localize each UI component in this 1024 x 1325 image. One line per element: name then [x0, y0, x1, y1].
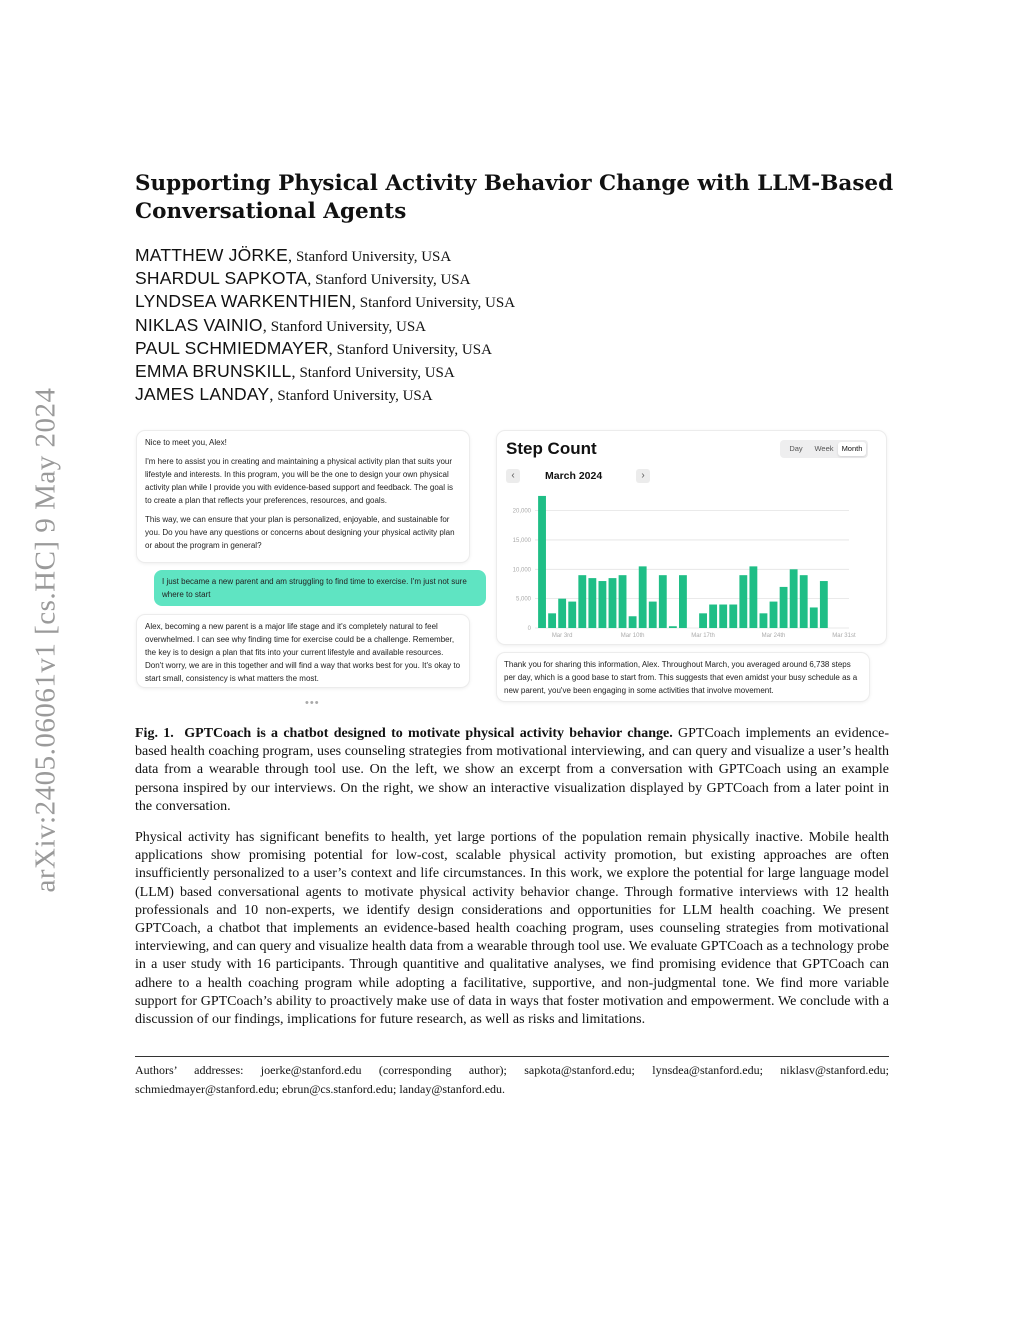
figure-caption	[135, 725, 889, 816]
user-message-text: I just became a new parent and am struggling to find time to exercise. I'm just not sure where to start	[162, 577, 467, 599]
author-addresses-footnote: Authors’ addresses: joerke@stanford.edu (corresponding author); sapkota@stanford.edu; lynsdea@stanford.edu; niklasv@stanford.edu; schmiedmayer@stanford.edu; ebrun@cs.stanford.edu; landay@stanford.edu.	[135, 1063, 889, 1096]
figure-label: Fig. 1.	[135, 726, 174, 741]
bar[interactable]	[598, 581, 606, 628]
author-name: MATTHEW JÖRKE	[135, 245, 288, 265]
y-tick-label: 10,000	[512, 567, 531, 574]
assistant-paragraph: This way, we can ensure that your plan is personalized, enjoyable, and sustainable for you. Do you have any questions or concerns about designing your physical activity plan or about the program in general?	[145, 515, 455, 550]
paper-title: Supporting Physical Activity Behavior Change with LLM-Based Conversational Agents	[135, 171, 894, 224]
author-line: EMMA BRUNSKILL, Stanford University, USA	[135, 360, 455, 381]
assistant-message	[137, 431, 469, 562]
author-affiliation: Stanford University, USA	[336, 341, 492, 358]
segment-week[interactable]: Week	[814, 444, 834, 453]
author-name: LYNDSEA WARKENTHIEN	[135, 291, 352, 312]
segment-month[interactable]: Month	[838, 442, 866, 456]
author-affiliation: Stanford University, USA	[359, 295, 516, 312]
bar[interactable]	[699, 613, 707, 628]
author-name: EMMA BRUNSKILL	[135, 360, 292, 381]
step-count-bar-chart	[497, 431, 886, 644]
bar[interactable]	[709, 605, 717, 628]
y-tick-label: 0	[527, 626, 531, 632]
user-message	[154, 570, 486, 606]
assistant-greeting: Nice to meet you, Alex!	[145, 438, 227, 447]
x-tick-label: Mar 17th	[691, 633, 715, 639]
chat-excerpt	[137, 431, 487, 709]
author-line: LYNDSEA WARKENTHIEN, Stanford University, USA	[135, 291, 516, 312]
bar[interactable]	[629, 616, 637, 628]
bar[interactable]	[800, 575, 808, 628]
x-tick-label: Mar 31st	[832, 633, 856, 639]
month-label: March 2024	[545, 470, 603, 482]
bar[interactable]	[739, 575, 747, 628]
assistant-summary-message	[497, 653, 869, 701]
arxiv-identifier: arXiv:2405.06061v1 [cs.HC] 9 May 2024	[29, 387, 62, 893]
author-affiliation: Stanford University, USA	[277, 388, 433, 405]
author-name: JAMES LANDAY	[135, 384, 270, 405]
author-list	[135, 244, 515, 406]
bar[interactable]	[810, 607, 818, 628]
chevron-left-icon[interactable]: ‹	[506, 469, 520, 483]
author-affiliation: Stanford University, USA	[315, 272, 471, 289]
bar[interactable]	[548, 613, 556, 628]
abstract: Physical activity has significant benefits to health, yet large portions of the population remain physically inactive. Mobile health applications show promising potential for low-cost, scalable physical activity promotion, but existing approaches are often insufficiently personalized to a user’s context and life circumstances. In this work, we explore the potential for large language model (LLM) based conversational agents to motivate physical activity behavior change. Through formative interviews with 12 health professionals and 10 non-experts, we identify design considerations and opportunities for LLM health coaching. We present GPTCoach, a chatbot that implements an evidence-based health coaching program, uses counseling strategies from motivational interviewing, and can query and visualize health data from a wearable through tool use. We evaluate GPTCoach as a technology probe in a user study with 16 participants. Through quantitive and qualitative analyses, we find promising evidence that GPTCoach can adhere to a health coaching program while adopting a facilitative, supportive, and non-judgmental tone. We find more variable support for GPTCoach’s ability to proactively make use of data in ways that foster motivation and empowerment. We conclude with a discussion of our findings, implications for future research, as well as risks and limitations.	[135, 830, 889, 1028]
bar[interactable]	[659, 575, 667, 628]
bar[interactable]	[649, 602, 657, 628]
bar[interactable]	[619, 575, 627, 628]
bar[interactable]	[558, 599, 566, 628]
author-affiliation: Stanford University, USA	[299, 364, 455, 381]
x-tick-label: Mar 3rd	[551, 633, 573, 639]
assistant-message	[137, 615, 469, 687]
chart-title: Step Count	[506, 439, 597, 458]
summary-text: Thank you for sharing this information, Alex. Throughout March, you averaged around 6,738 steps per day, which is a good base to start from. This suggests that even amidst your busy schedule as a new parent, you've been engaging in some activities that involve movement.	[504, 660, 858, 695]
chevron-right-icon[interactable]: ›	[636, 469, 650, 483]
author-line: MATTHEW JÖRKE, Stanford University, USA	[135, 245, 452, 265]
bar[interactable]	[669, 626, 677, 628]
bar[interactable]	[679, 575, 687, 628]
author-line: PAUL SCHMIEDMAYER, Stanford University, USA	[135, 337, 492, 358]
bar[interactable]	[790, 569, 798, 628]
bar[interactable]	[760, 613, 768, 628]
step-count-card	[497, 431, 886, 644]
caption-text: GPTCoach implements an evidence-based health coaching program, uses counseling strategies from motivational interviewing, and can query and visualize a user’s health data from a wearable through tool use. On the left, we show an excerpt from a conversation with GPTCoach using an example persona inspired by our interviews. On the right, we show an interactive visualization displayed by GPTCoach from a later point in the conversation.	[135, 726, 890, 814]
bar[interactable]	[729, 605, 737, 628]
bar[interactable]	[820, 581, 828, 628]
footnote-divider	[135, 1056, 889, 1057]
typing-indicator: •••	[305, 697, 320, 709]
bar[interactable]	[639, 566, 647, 628]
bar[interactable]	[609, 578, 617, 628]
bar[interactable]	[578, 575, 586, 628]
x-tick-label: Mar 24th	[761, 633, 786, 639]
assistant-paragraph: Alex, becoming a new parent is a major life stage and it's completely natural to feel overwhelmed. I can see why finding time for exercise could be a challenge. Remember, the key is to design a plan that fits into your current lifestyle and available resources. Don't worry, we are in this together and will find a way that works best for you. It's okay to start small, consistency is what matters the most.	[145, 622, 461, 683]
y-tick-label: 15,000	[512, 537, 531, 544]
bar[interactable]	[538, 496, 546, 628]
author-name: NIKLAS VAINIO	[135, 314, 263, 335]
bar[interactable]	[770, 602, 778, 628]
bar[interactable]	[749, 566, 757, 628]
x-tick-label: Mar 10th	[620, 633, 645, 639]
author-name: PAUL SCHMIEDMAYER	[135, 337, 329, 358]
author-name: SHARDUL SAPKOTA	[135, 268, 308, 289]
segment-day[interactable]: Day	[789, 444, 803, 453]
assistant-paragraph: I'm here to assist you in creating and maintaining a physical activity plan that suits your lifestyle and interests. In this program, you will be the one to design your own physical activity plan while I provide you with evidence-based support and feedback. The goal is to create a plan that reflects your preferences, resources, and goals.	[145, 457, 454, 505]
bar[interactable]	[568, 602, 576, 628]
y-tick-label: 20,000	[512, 508, 531, 515]
caption-lead: GPTCoach is a chatbot designed to motivate physical activity behavior change.	[184, 726, 673, 741]
bar[interactable]	[780, 587, 788, 628]
y-tick-label: 5,000	[515, 596, 531, 603]
author-line: SHARDUL SAPKOTA, Stanford University, USA	[135, 268, 471, 289]
author-line: NIKLAS VAINIO, Stanford University, USA	[135, 314, 427, 335]
bar[interactable]	[588, 578, 596, 628]
author-affiliation: Stanford University, USA	[295, 249, 452, 265]
author-affiliation: Stanford University, USA	[270, 318, 427, 335]
author-line: JAMES LANDAY, Stanford University, USA	[135, 384, 433, 405]
bar[interactable]	[719, 605, 727, 628]
